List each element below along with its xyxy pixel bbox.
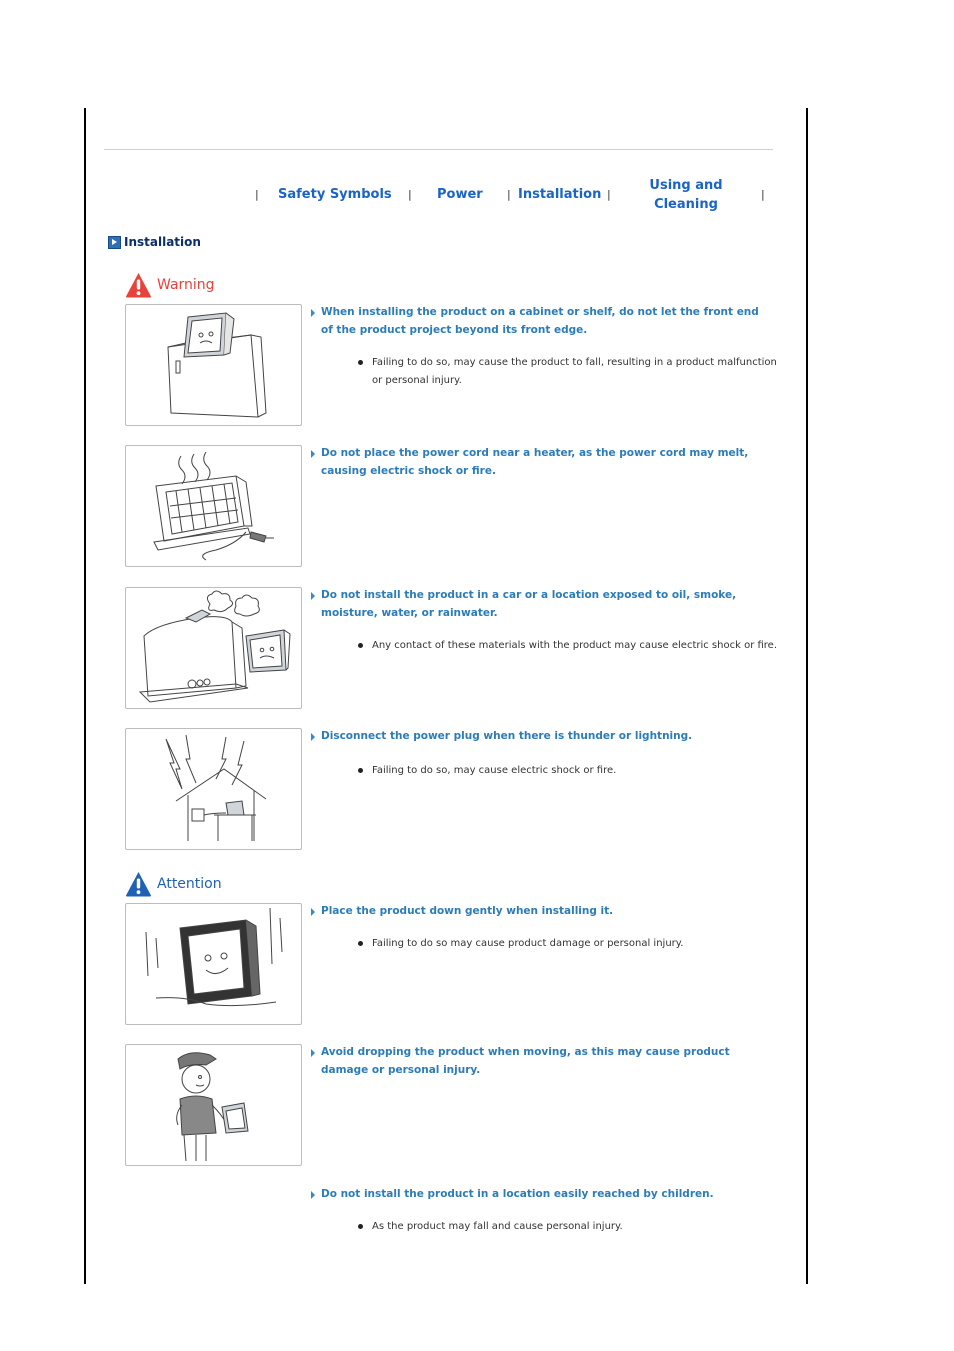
humidifier-illustration <box>125 587 302 709</box>
top-nav <box>0 172 954 218</box>
item-heading: Do not install the product in a car or a location exposed to oil, smoke, moisture, water, or rainwater. <box>311 587 771 622</box>
nav-link-using-line2: Cleaning <box>654 197 718 212</box>
nav-separator: | <box>408 188 412 201</box>
nav-link-using-and-cleaning[interactable] <box>636 176 736 214</box>
item-heading: Do not install the product in a location easily reached by children. <box>311 1186 771 1204</box>
nav-link-safety-symbols[interactable]: Safety Symbols <box>278 187 392 202</box>
item-heading: Disconnect the power plug when there is thunder or lightning. <box>311 728 771 746</box>
product-placement-illustration <box>125 903 302 1025</box>
carrying-person-illustration <box>125 1044 302 1166</box>
section-title: Installation <box>124 235 201 249</box>
item-bullet: As the product may fall and cause personal injury. <box>357 1218 777 1236</box>
attention-label: Attention <box>157 876 222 892</box>
nav-separator: | <box>507 188 511 201</box>
attention-badge <box>125 871 222 897</box>
item-bullet: Any contact of these materials with the product may cause electric shock or fire. <box>357 637 777 655</box>
nav-separator: | <box>607 188 611 201</box>
item-heading: Avoid dropping the product when moving, as this may cause product damage or personal injury. <box>311 1044 771 1079</box>
cabinet-illustration <box>125 304 302 426</box>
nav-separator: | <box>255 188 259 201</box>
nav-link-using-line1: Using and <box>649 178 723 193</box>
heater-illustration <box>125 445 302 567</box>
nav-link-power[interactable]: Power <box>437 187 483 202</box>
item-bullet: Failing to do so, may cause the product to fall, resulting in a product malfunction or personal injury. <box>357 354 777 390</box>
item-bullet: Failing to do so may cause product damage or personal injury. <box>357 935 777 953</box>
lightning-illustration <box>125 728 302 850</box>
item-heading: Do not place the power cord near a heater, as the power cord may melt, causing electric shock or fire. <box>311 445 771 480</box>
nav-link-installation[interactable]: Installation <box>518 187 602 202</box>
warning-badge <box>125 272 215 298</box>
nav-separator: | <box>761 188 765 201</box>
play-arrow-icon <box>108 236 121 249</box>
item-heading: When installing the product on a cabinet or shelf, do not let the front end of the product project beyond its front edge. <box>311 304 771 339</box>
item-bullet: Failing to do so, may cause electric shock or fire. <box>357 762 777 780</box>
warning-icon <box>125 272 152 298</box>
header-divider <box>104 149 773 150</box>
item-heading: Place the product down gently when installing it. <box>311 903 771 921</box>
left-border-line <box>84 108 86 1284</box>
right-border-line <box>806 108 808 1284</box>
attention-icon <box>125 871 152 897</box>
section-heading <box>108 234 201 250</box>
warning-label: Warning <box>157 277 215 293</box>
